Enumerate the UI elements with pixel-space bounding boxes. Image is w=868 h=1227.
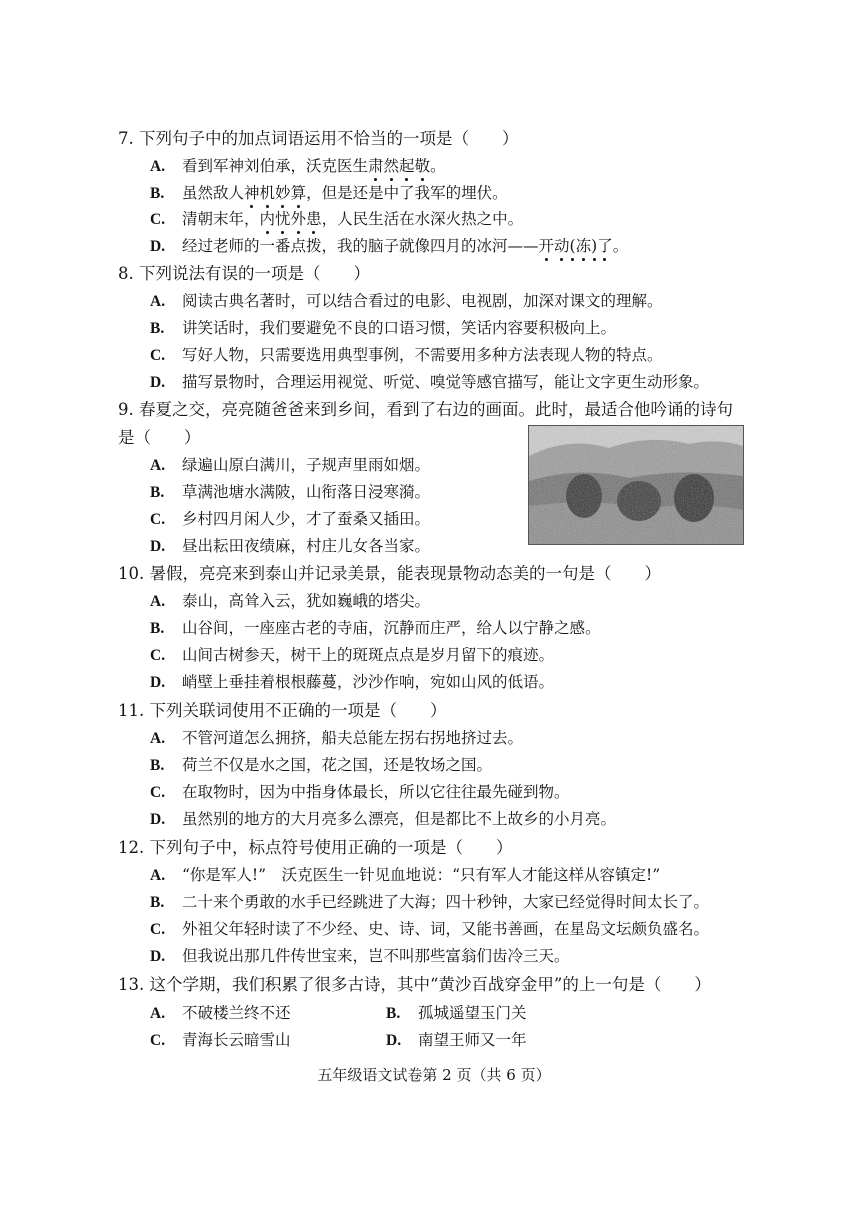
dotted-char: 敬: [414, 157, 431, 175]
option-text: 不破楼兰终不还: [182, 1004, 291, 1022]
dotted-char: 患: [306, 210, 322, 228]
question-11-option-a: [150, 731, 523, 747]
option-key: A.: [150, 457, 166, 474]
question-7-option-c: [150, 212, 523, 228]
question-8-option-b: [150, 321, 616, 337]
dotted-char: 了: [597, 237, 613, 255]
option-text: 孤城遥望玉门关: [418, 1004, 527, 1022]
option-text: 。: [430, 157, 446, 175]
option-key: B.: [150, 894, 165, 911]
option-text: 虽然敌人: [182, 184, 245, 202]
question-13-option-d: [386, 1033, 527, 1049]
option-text: 二十来个勇敢的水手已经跳进了大海；四十秒钟，大家已经觉得时间太长了。: [182, 893, 710, 911]
option-text: 峭壁上垂挂着根根藤蔓，沙沙作响，宛如山风的低语。: [182, 673, 555, 691]
option-key: D.: [150, 238, 166, 255]
question-13-option-b: [386, 1006, 527, 1022]
option-key: D.: [150, 674, 166, 691]
option-text: “你是军人!” 沃克医生一针见血地说：“只有军人才能这样从容镇定!”: [182, 866, 661, 884]
question-10-stem: 10. 暑假，亮亮来到泰山并记录美景，能表现景物动态美的一句是（ ）: [118, 564, 661, 583]
question-12-stem: 12. 下列句子中，标点符号使用正确的一项是（ ）: [118, 838, 513, 857]
option-text: 经过老师的一番点拨，我的脑子就像四月的冰河——: [182, 237, 539, 255]
question-10-option-a: [150, 594, 430, 610]
question-12-option-d: [150, 949, 570, 965]
question-13-option-a: [150, 1006, 291, 1022]
option-text: 虽然别的地方的大月亮多么漂亮，但是都比不上故乡的小月亮。: [182, 810, 617, 828]
option-text: 清朝末年，: [182, 210, 260, 228]
question-11-stem: 11. 下列关联词使用不正确的一项是（ ）: [118, 701, 447, 720]
option-key: A.: [150, 730, 166, 747]
question-8-option-c: [150, 348, 663, 364]
dotted-char: 冻: [575, 237, 592, 255]
option-key: C.: [150, 511, 166, 528]
dotted-char: 神: [244, 184, 260, 202]
option-text: 乡村四月闲人少，才了蚕桑又插田。: [182, 510, 431, 528]
option-key: D.: [386, 1032, 402, 1049]
countryside-photo: [528, 425, 744, 545]
option-text: 青海长云暗雪山: [182, 1031, 291, 1049]
option-key: C.: [150, 647, 166, 664]
dotted-char: (: [569, 237, 576, 255]
option-key: D.: [150, 811, 166, 828]
option-text: 泰山，高耸入云，犹如巍峨的塔尖。: [182, 592, 431, 610]
option-key: C.: [150, 211, 166, 228]
option-text: 写好人物，只需要选用典型事例，不需要用多种方法表现人物的特点。: [182, 346, 663, 364]
option-key: A.: [150, 293, 166, 310]
dotted-char: 算: [290, 184, 307, 202]
option-key: C.: [150, 347, 166, 364]
question-10-option-c: [150, 648, 554, 664]
option-text: ，但是还是中了我军的埋伏。: [306, 184, 508, 202]
dotted-char: 内: [259, 210, 276, 228]
option-text: 外祖父年轻时读了不少经、史、诗、词，又能书善画，在星岛文坛颇负盛名。: [182, 920, 710, 938]
option-text: 在取物时，因为中指身体最长，所以它往往最先碰到物。: [182, 783, 570, 801]
option-key: B.: [150, 757, 165, 774]
option-key: B.: [150, 320, 165, 337]
option-key: B.: [150, 185, 165, 202]
option-key: A.: [150, 593, 166, 610]
question-10-option-b: [150, 621, 601, 637]
question-7-stem: 7. 下列句子中的加点词语运用不恰当的一项是（ ）: [118, 129, 519, 148]
option-text: 。: [612, 237, 629, 255]
dotted-char: 外: [290, 210, 307, 228]
question-8-option-d: [150, 375, 709, 391]
option-text: 讲笑话时，我们要避免不良的口语习惯，笑话内容要积极向上。: [182, 319, 617, 337]
dotted-word: [368, 157, 430, 175]
question-11-option-d: [150, 812, 616, 828]
option-key: B.: [386, 1005, 401, 1022]
question-9-option-a: [150, 458, 430, 474]
question-8-option-a: [150, 294, 663, 310]
dotted-char: 机: [259, 184, 276, 202]
dotted-char: 忧: [275, 210, 291, 228]
option-text: 描写景物时，合理运用视觉、听觉、嗅觉等感官描写，能让文字更生动形象。: [182, 373, 710, 391]
option-text: 不管河道怎么拥挤，船夫总能左拐右拐地挤过去。: [182, 729, 524, 747]
question-12-option-a: [150, 868, 660, 884]
option-key: C.: [150, 784, 166, 801]
question-9-stem: 9. 春夏之交，亮亮随爸爸来到乡间，看到了右边的画面。此时，最适合他吟诵的诗句: [118, 400, 733, 419]
option-key: B.: [150, 620, 165, 637]
option-text: 看到军神刘伯承，沃克医生: [182, 157, 369, 175]
dotted-char: 动: [554, 237, 570, 255]
dotted-char: 妙: [275, 184, 291, 202]
dotted-char: 然: [383, 157, 400, 175]
question-8-stem: 8. 下列说法有误的一项是（ ）: [118, 264, 370, 283]
option-key: A.: [150, 867, 166, 884]
option-key: D.: [150, 374, 166, 391]
dotted-word: [244, 184, 306, 202]
dotted-char: ): [591, 237, 598, 255]
option-key: B.: [150, 484, 165, 501]
option-key: D.: [150, 538, 166, 555]
page-footer: 五年级语文试卷第 2 页（共 6 页）: [317, 1066, 551, 1084]
question-9-option-b: [150, 485, 430, 501]
option-text: 南望王师又一年: [418, 1031, 527, 1049]
option-text: 昼出耘田夜绩麻，村庄儿女各当家。: [182, 537, 431, 555]
dotted-char: 肃: [368, 157, 384, 175]
question-10-option-d: [150, 675, 554, 691]
dotted-char: 开: [538, 237, 555, 255]
option-text: 草满池塘水满陂，山衔落日浸寒漪。: [182, 483, 431, 501]
question-9-stem-continued: 是（ ）: [118, 428, 201, 447]
question-11-option-b: [150, 758, 492, 774]
dotted-char: 起: [399, 157, 415, 175]
question-12-option-c: [150, 922, 709, 938]
question-11-option-c: [150, 785, 570, 801]
option-text: ，人民生活在水深火热之中。: [321, 210, 524, 228]
question-9-option-c: [150, 512, 430, 528]
dotted-word: [539, 237, 613, 255]
option-key: A.: [150, 158, 166, 175]
option-text: 山间古树参天，树干上的斑斑点点是岁月留下的痕迹。: [182, 646, 555, 664]
option-text: 荷兰不仅是水之国，花之国，还是牧场之国。: [182, 756, 493, 774]
countryside-photo-graphic: [529, 426, 743, 544]
question-12-option-b: [150, 895, 709, 911]
option-text: 绿遍山原白满川，子规声里雨如烟。: [182, 456, 431, 474]
question-7-option-b: [150, 186, 508, 202]
option-key: C.: [150, 1032, 166, 1049]
option-text: 阅读古典名著时，可以结合看过的电影、电视剧，加深对课文的理解。: [182, 292, 663, 310]
dotted-word: [260, 210, 322, 228]
question-13-option-c: [150, 1033, 291, 1049]
question-7-option-a: [150, 159, 446, 175]
question-9-option-d: [150, 539, 430, 555]
question-7-option-d: [150, 239, 628, 255]
option-text: 但我说出那几件传世宝来，岂不叫那些富翁们齿冷三天。: [182, 947, 570, 965]
question-13-stem: 13. 这个学期，我们积累了很多古诗，其中“黄沙百战穿金甲”的上一句是（ ）: [118, 975, 711, 994]
option-text: 山谷间，一座座古老的寺庙，沉静而庄严，给人以宁静之感。: [182, 619, 601, 637]
option-key: D.: [150, 948, 166, 965]
option-key: A.: [150, 1005, 166, 1022]
option-key: C.: [150, 921, 166, 938]
